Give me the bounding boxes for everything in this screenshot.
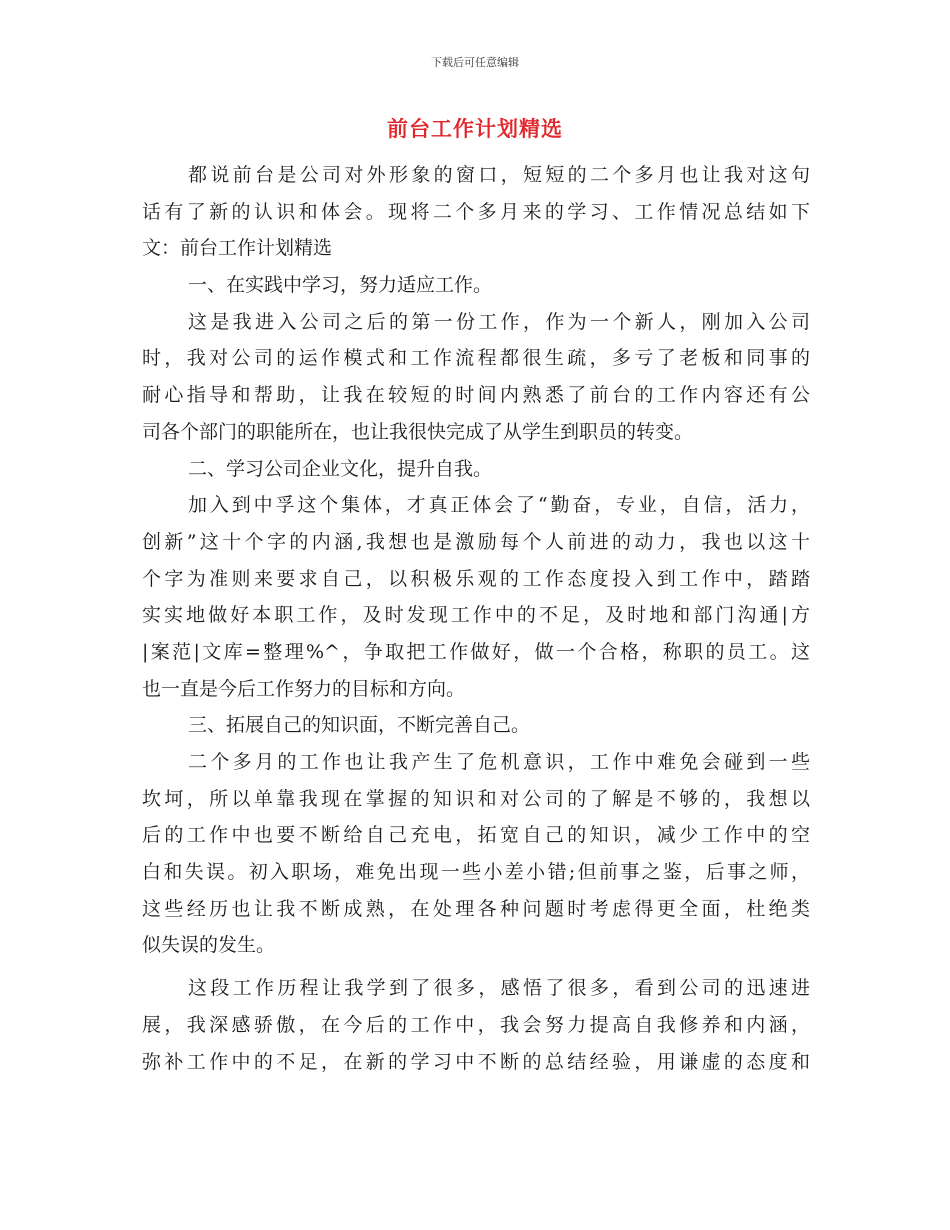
text-line: 话有了新的认识和体会。现将二个多月来的学习、工作情况总结如下 bbox=[142, 200, 810, 223]
text-line: 个字为准则来要求自己，以积极乐观的工作态度投入到工作中，踏踏 bbox=[142, 567, 810, 590]
section-heading: 一、在实践中学习，努力适应工作。 bbox=[188, 274, 493, 297]
text-line: 创新”这十个字的内涵,我想也是激励每个人前进的动力，我也以这十 bbox=[142, 530, 810, 553]
section-heading: 三、拓展自己的知识面，不断完善自己。 bbox=[188, 714, 531, 737]
text-line: |案范|文库=整理%^，争取把工作做好，做一个合格，称职的员工。这 bbox=[142, 640, 810, 663]
text-line: 司各个部门的职能所在，也让我很快完成了从学生到职员的转变。 bbox=[142, 420, 694, 443]
text-line: 也一直是今后工作努力的目标和方向。 bbox=[142, 677, 466, 700]
header-note: 下载后可任意编辑 bbox=[431, 56, 519, 69]
text-line: 弥补工作中的不足，在新的学习中不断的总结经验，用谦虚的态度和 bbox=[142, 1050, 810, 1073]
text-line: 加入到中孚这个集体，才真正体会了“勤奋，专业，自信，活力， bbox=[188, 494, 810, 517]
text-line: 坎坷，所以单靠我现在掌握的知识和对公司的了解是不够的，我想以 bbox=[142, 787, 810, 810]
text-line: 时，我对公司的运作模式和工作流程都很生疏，多亏了老板和同事的 bbox=[142, 347, 810, 370]
text-line: 似失误的发生。 bbox=[142, 934, 276, 957]
text-line: 这是我进入公司之后的第一份工作，作为一个新人，刚加入公司 bbox=[188, 310, 810, 333]
text-line: 都说前台是公司对外形象的窗口，短短的二个多月也让我对这句 bbox=[188, 164, 810, 186]
text-line: 展，我深感骄傲，在今后的工作中，我会努力提高自我修养和内涵， bbox=[142, 1013, 810, 1036]
text-line: 二个多月的工作也让我产生了危机意识，工作中难免会碰到一些 bbox=[188, 751, 810, 773]
document-title: 前台工作计划精选 bbox=[387, 117, 563, 141]
text-line: 这段工作历程让我学到了很多，感悟了很多，看到公司的迅速进 bbox=[188, 977, 810, 1000]
text-line: 耐心指导和帮助，让我在较短的时间内熟悉了前台的工作内容还有公 bbox=[142, 384, 810, 407]
text-line: 后的工作中也要不断给自己充电，拓宽自己的知识，减少工作中的空 bbox=[142, 824, 810, 847]
text-line: 这些经历也让我不断成熟，在处理各种问题时考虑得更全面，杜绝类 bbox=[142, 897, 810, 920]
text-line: 文：前台工作计划精选 bbox=[142, 237, 333, 260]
text-line: 白和失误。初入职场，难免出现一些小差小错;但前事之鉴，后事之师， bbox=[142, 861, 810, 884]
text-line: 实实地做好本职工作，及时发现工作中的不足，及时地和部门沟通|方 bbox=[142, 604, 810, 627]
document-body bbox=[142, 157, 810, 1080]
section-heading: 二、学习公司企业文化，提升自我。 bbox=[188, 457, 493, 480]
